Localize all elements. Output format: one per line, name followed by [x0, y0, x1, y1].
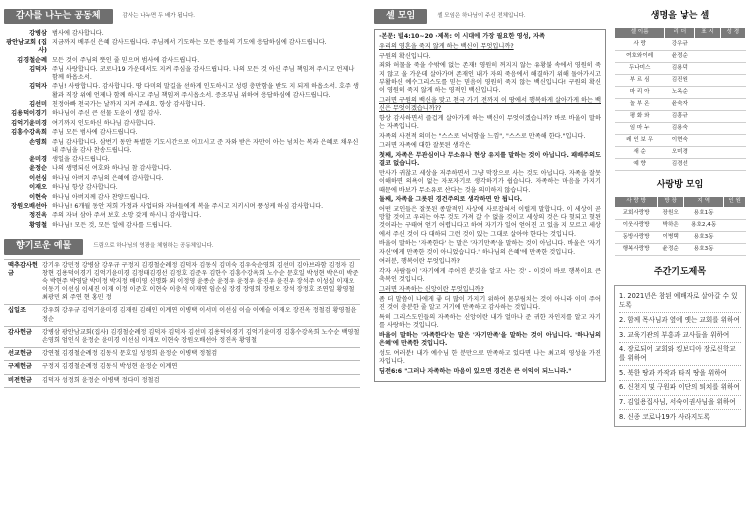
life-cell: 김진원: [665, 75, 695, 87]
love-cell: 행복사랑방: [615, 244, 658, 256]
life-cell: [695, 51, 720, 63]
sermon-paragraph: 특히 그리스도인들의 자족하는 신앙이란 내가 얼마나 준 귀한 자인지를 알고 자기를 사랑하는 것입니다.: [379, 313, 601, 330]
thanks-text: 여기까지 인도하신 하나님 감사합니다.: [52, 119, 156, 127]
life-cell: 마 리 아: [615, 87, 665, 99]
sermon-paragraph: 둘째, 자족을 그릇된 경건주의로 생각하면 안 됩니다.: [379, 196, 523, 204]
sermon-paragraph: 죄와 허물을 죽을 수밖에 없는 존재! 영원히 꺼지지 않는 유황불 속에서 영원히 죽지 않고 울 가운데 살아가며 존재인 내가 자의 죽음에서 해결하기 위해 돌아가시고 부활하신 예수그리스도를 믿는 믿음이 영원히 죽지 않는 백신입니다! 구원의 확신이 영원히 죽지 않게 하는 영적인 백신입니다.: [379, 62, 601, 94]
life-cell: 김용숙: [665, 123, 695, 135]
thanks-text: 주님 감사합니다. 삼번기 동안 특별한 기도시간으로 이끄시고 준 자와 받은 자만이 아는 넘치는 복과 은혜로 채우신 내 주님을 감사 찬송드립니다.: [52, 138, 359, 154]
right-column: [614, 8, 746, 526]
thanks-name: 이현숙: [29, 193, 47, 201]
life-cell: 부 르 심: [615, 75, 665, 87]
offering-label: 비전헌금: [8, 376, 32, 384]
life-cell: 평 화 와: [615, 111, 665, 123]
life-cell: 레 인 보 우: [615, 135, 665, 147]
thanks-entry: [4, 212, 360, 221]
love-room-table: [614, 196, 746, 256]
life-cell: [720, 158, 745, 170]
thanks-name: 장원오배선아: [11, 202, 47, 210]
thanks-text: 하나님 아버지께 감사 찬양드립니다.: [52, 193, 150, 201]
life-cell: 임 마 누: [615, 123, 665, 135]
thanks-entry: [4, 165, 360, 174]
sermon-paragraph: 성도 여러분! 내가 예수님 한 분만으로 만족하고 있다면 나는 최고의 영성을 가진 자입니다.: [379, 349, 601, 366]
thanks-text: 하나님이 주신 큰 선물 도윤이 생일 감사.: [52, 110, 162, 118]
love-cell: 동방사랑방: [615, 232, 658, 244]
offering-row: [4, 304, 360, 325]
thanks-name: 이재오: [29, 184, 47, 192]
love-room-title: 사랑방 모임: [656, 179, 704, 190]
life-cell: 두나미스: [615, 63, 665, 75]
sermon-paragraph: 바울이 말하는 '자족한다'는 말은 '자기만족'을 말하는 것이 아닙니다. '하나님의 은혜'에 만족한 것입니다.: [379, 331, 601, 348]
offering-label: 십일조: [8, 307, 26, 315]
life-cell-row: [615, 75, 746, 87]
offering-label: 선교헌금: [8, 350, 32, 358]
sermon-paragraph: 각자 사람들이 '자기에게 주어진 분깃을 알고 사는 것' - 이것이 바로 행복이요 큰 축복인 것입니다.: [379, 268, 601, 284]
thanks-name: 이선심: [29, 174, 47, 182]
life-cell: [720, 39, 745, 51]
thanks-text: 주의 자녀 삼아 주셔 보호 소망 갖게 하시니 감사합니다.: [52, 212, 202, 220]
love-cell: [724, 244, 746, 256]
sermon-paragraph: 그러면 자족에 대한 잘못된 생각은: [379, 142, 471, 150]
love-cell: 용호3동: [684, 244, 724, 256]
sermon-paragraph: 여러분, 행복이란 무엇입니까?: [379, 258, 460, 266]
thanks-name: 김덕자: [29, 83, 47, 91]
sermon-text-box: [374, 29, 606, 382]
thanks-entry: [4, 174, 360, 183]
thanks-name: 정진옥: [29, 212, 47, 220]
life-cell: 놀 부 온: [615, 99, 665, 111]
thanks-text: 생일을 감사드립니다.: [52, 156, 110, 164]
thanks-text: 모든 것이 주님의 뜻인 줄 믿으며 범사에 감사드립니다.: [52, 56, 200, 64]
thanks-name: 김흥수강옥희: [11, 129, 47, 137]
love-column-header: 인 원: [724, 196, 746, 207]
life-cell: [695, 111, 720, 123]
life-cell-row: [615, 99, 746, 111]
thanks-entry: [4, 38, 360, 56]
prayer-item: 5. 북한 땅과 카작과 타직 땅을 위하여: [619, 366, 741, 381]
thanks-entry: [4, 193, 360, 202]
thanks-entry: [4, 29, 360, 38]
prayer-item: 1. 2021년은 참된 예배자로 살아갈 수 있도록: [619, 290, 741, 313]
thanks-entry: [4, 156, 360, 165]
life-cell: [695, 87, 720, 99]
sermon-paragraph: 그러면 구원의 백신을 맞고 천국 가기 전까지 이 땅에서 행복하게 살아가게 하는 백신은 무엇이겠습니까??: [379, 96, 601, 112]
offering-names: 김덕자 성정희 윤정순 이병택 정다미 정철검: [42, 376, 160, 384]
offering-label: 맥추감사헌금: [8, 261, 38, 277]
thanks-subtitle: 감사는 나누면 두 배가 됩니다.: [122, 12, 196, 19]
thanks-title: 감사를 나누는 공동체: [4, 9, 113, 25]
life-cell: 사 랑: [615, 39, 665, 51]
life-cell: [720, 111, 745, 123]
love-cell: 용호2,4동: [684, 220, 724, 232]
cell-header: [374, 8, 606, 25]
prayer-item: 2. 함께 목사님과 옆에 옛는 교회를 위하여: [619, 313, 741, 328]
thanks-name: 광안남교회 (집사): [6, 38, 47, 55]
thanks-text: 나의 생명되신 여호와 하나님 참 감사합니다.: [52, 165, 172, 173]
thanks-entry: [4, 100, 360, 109]
thanks-header: [4, 8, 360, 25]
love-cell: 용호1동: [684, 208, 724, 220]
thanks-entry: [4, 56, 360, 65]
love-room-row: [615, 208, 746, 220]
sermon-paragraph: 바울이 말하는 '자족한다' 는 말은 '자기만족'을 말하는 것이 아닙니다. 바울은 '자기 자신'에게 만족한 것이 아니었습니다.' 하나님의 은혜'에 만족한 것입니다.: [379, 240, 601, 256]
thanks-entry: [4, 65, 360, 83]
thanks-entry: [4, 138, 360, 156]
life-cell: 이현숙: [665, 135, 695, 147]
life-cell: 새 순: [615, 146, 665, 158]
thanks-entry: [4, 119, 360, 128]
life-cell: 오미경: [665, 146, 695, 158]
love-cell: [724, 232, 746, 244]
life-cell: [695, 158, 720, 170]
life-column-header: 성 경: [720, 27, 745, 38]
offering-header: [4, 239, 360, 256]
offering-list: [4, 259, 360, 388]
thanks-text: 하나님 아버지 주님의 은혜에 감사합니다.: [52, 174, 164, 182]
love-cell: 이웃사랑방: [615, 220, 658, 232]
thanks-entry: [4, 83, 360, 101]
offering-names: 강연철 김경철순례정 김동식 문호일 성정희 윤정순 이병택 정철검: [42, 350, 218, 358]
life-cell: [720, 75, 745, 87]
thanks-text: 주님 사랑합니다. 코로나19 가운데서도 지켜 주심을 감사드립니다. 나의 모든 것 아신 주님 책임져 주시고 언제나 함께 하옵소서.: [52, 65, 355, 82]
love-cell: 윤정순: [658, 244, 684, 256]
thanks-entry: [4, 221, 360, 230]
life-cell: [720, 135, 745, 147]
life-cell-row: [615, 146, 746, 158]
prayer-item: 6. 신천지 및 구원파 이단의 퇴치를 위하여: [619, 381, 741, 396]
left-column: [4, 8, 360, 526]
thanks-text: 하나님! 6개월 동안 저희 가정과 사업터와 자녀들에게 복을 주시고 지키시며 풍성케 하심 감사합니다.: [52, 202, 324, 210]
offering-label: 구제헌금: [8, 363, 32, 371]
love-cell: [724, 208, 746, 220]
life-cell: [695, 99, 720, 111]
offering-row: [4, 374, 360, 388]
life-column-header: 리 더: [665, 27, 695, 38]
love-cell: 교회사랑방: [615, 208, 658, 220]
life-cell: 강우규: [665, 39, 695, 51]
love-cell: [724, 220, 746, 232]
life-cell-row: [615, 63, 746, 75]
life-cell: [720, 87, 745, 99]
sermon-paragraph: 우리의 영혼을 죽지 않게 하는 백신이 무엇입니까?: [379, 42, 514, 50]
thanks-entry: [4, 184, 360, 193]
thanks-list: [4, 29, 360, 231]
life-cell: 윤정순: [665, 51, 695, 63]
love-column-header: 사 랑 방: [615, 196, 658, 207]
thanks-entry: [4, 202, 360, 211]
life-cell-header-row: [615, 27, 746, 38]
love-room-row: [615, 232, 746, 244]
life-cell-row: [615, 111, 746, 123]
love-cell: 용호3동: [684, 232, 724, 244]
life-column-header: 표 시: [695, 27, 720, 38]
thanks-text: 지금까지 베푸신 은혜 감사드립니다. 주님께서 기도하는 모든 종들의 기도에 응답하심에 감사드립니다.: [52, 38, 327, 46]
thanks-name: 손영희: [29, 138, 47, 146]
thanks-name: 강병삼: [29, 29, 47, 37]
cell-subtitle: 셀 모임은 하나님이 주신 전체입니다.: [437, 12, 526, 19]
life-cell: [695, 135, 720, 147]
life-cell-row: [615, 158, 746, 170]
thanks-text: 친정아빠 천국가는 날까지 지켜 주세요. 항상 감사합니다.: [52, 101, 206, 109]
thanks-text: 하나님! 모든 것, 모든 일에 감사를 드립니다.: [52, 221, 172, 229]
life-cell-row: [615, 123, 746, 135]
love-cell: 장원오: [658, 208, 684, 220]
life-cell: 여호와이레: [615, 51, 665, 63]
life-cell-title: 생명을 낳는 셀: [650, 11, 710, 21]
thanks-text: 주님 모든 범사에 감사드립니다.: [52, 129, 138, 137]
prayer-item: 7. 김일용집사님, 서숙이권사님을 위하여: [619, 396, 741, 411]
thanks-name: 황영철: [29, 221, 47, 229]
offering-names: 구정지 김경철순례정 김동식 박성현 윤정순 이계연: [42, 363, 178, 371]
life-cell: 예 향: [615, 158, 665, 170]
life-cell: [720, 123, 745, 135]
life-cell: [695, 146, 720, 158]
offering-row: [4, 347, 360, 360]
prayer-item: 4. 장로되어 교회와 킹보디아 장로신학교를 위하여: [619, 343, 741, 366]
life-cell-row: [615, 87, 746, 99]
thanks-text: 하나님 항상 감사합니다.: [52, 184, 118, 192]
offering-names: 강병삼 광안남교회(집사) 김경철순례정 김덕자 김덕자 김선미 김용덕이경기 김억기윤미경 김흥수강옥희 노수순 백영철 손영희 엄인식 윤정순 윤미경 이선심 이재오 이현숙 장원오배선아 정진옥 황영철: [42, 328, 360, 344]
life-cell: [720, 146, 745, 158]
sermon-paragraph: ·본문: 빌4:10~20 ·제목: 이 시대에 가장 필요한 영성, 자족: [379, 33, 546, 40]
offering-row: [4, 326, 360, 347]
sermon-paragraph: 자족의 사전적 의미는 "스스로 넉넉함을 느낌", "스스로 만족해 한다."입니다.: [379, 132, 586, 140]
offering-names: 강기우 강민정 강병삼 강우규 구정지 김경철순례정 김덕자 김동식 김미숙 김우숙순영희 김선미 김아브라함 김정자 김창현 김용덕이경기 김억기윤미경 김정태김경선 김정호 김준우 김한수 김흥수강옥희 노수순 문호일 박성현 박은미 박준숙 박현주 박영달 박미정 박지정 배미영 신명화 외 이정영 윤종순 윤정우 윤정우 윤진우 윤진우 장석주 이성실 이재오 이동기 이선심 이세진 이재 이정 이준호 이현숙 이충석 이재연 임순심 장경 장영희 장원오 장석 장정호 조연일 황영철 최광민 외 주연 현 홍민 정: [42, 261, 359, 302]
thanks-entry: [4, 129, 360, 138]
thanks-name: 윤미경: [29, 156, 47, 164]
life-cell: 김경선: [665, 158, 695, 170]
life-cell-row: [615, 135, 746, 147]
life-cell: [695, 75, 720, 87]
prayer-title: 주간기도제목: [653, 267, 707, 278]
life-cell: [720, 63, 745, 75]
sermon-paragraph: 첫째, 자족은 무관심이나 무소유나 현상 유지를 말하는 것이 아닙니다. 패배주의도 결코 없습니다.: [379, 152, 601, 168]
life-cell-table: [614, 27, 746, 171]
offering-subtitle: 드림으로 하나님의 영광을 체험하는 공동체입니다.: [93, 243, 214, 250]
cell-title: 셀 모임: [374, 9, 427, 25]
sermon-paragraph: 좀 더 말씀이 나에게 좋 더 많이 가지기 위하여 몸부림치는 것이 아니라 이미 주어진 것이 충분한 줄 알고 거기에 만족하고 감사하는 것입니다.: [379, 295, 601, 312]
love-column-header: 지 역: [684, 196, 724, 207]
life-cell: 김흥규: [665, 111, 695, 123]
thanks-name: 김억기윤미경: [11, 119, 47, 127]
offering-names: 강우희 강우규 김억기윤미경 김재원 김해인 이계연 이병택 이서미 이선심 이슬 이예슬 이재오 장진옥 정철검 황영철윤정순: [42, 307, 357, 323]
love-room-row: [615, 244, 746, 256]
love-cell: 박하은: [658, 220, 684, 232]
thanks-name: 김용덕이경기: [11, 110, 47, 118]
sermon-paragraph: 딤전6:6 "그러나 자족하는 마음이 있으면 경건은 큰 이익이 되느니라.": [379, 367, 572, 375]
love-room-header-row: [615, 196, 746, 207]
sermon-paragraph: 어떤 교인들은 잘못된 종말적인 사상에 사로잡혀서 이럴게 말합니다. 이 세상이 곧 망할 것이고 우리는 아무 것도 가져 갈 수 없을 것이고 세상의 것은 다 헛되고 헛된 것이라는 구태여 얻기 어렵니다고 하여 자기가 일어 얻어진 고 있을 지 모르고 세상에서 주신 것이 다 대하되 그런 것이 있는 그대로 살아야 한다는 것입니다.: [379, 206, 601, 238]
middle-column: [374, 8, 606, 526]
prayer-list: [614, 285, 746, 427]
life-cell-row: [615, 39, 746, 51]
life-cell: [695, 63, 720, 75]
thanks-name: 김덕자: [29, 65, 47, 73]
life-column-header: 셀 이름: [615, 27, 665, 38]
prayer-item: 8. 신종 코로나19가 사라지도록: [619, 412, 711, 421]
offering-label: 감사헌금: [8, 328, 32, 336]
sermon-paragraph: 구원의 확신입니다.: [379, 52, 431, 60]
thanks-text: 범사에 감사합니다.: [52, 29, 104, 37]
sermon-paragraph: 그러면 자족하는 신앙이란 무엇입니까?: [379, 286, 484, 294]
life-cell: 김용덕: [665, 63, 695, 75]
thanks-name: 김선미: [29, 101, 47, 109]
offering-title: 향기로운 예물: [4, 239, 83, 255]
love-room-row: [615, 220, 746, 232]
life-cell: 윤숙자: [665, 99, 695, 111]
life-cell: [695, 123, 720, 135]
thanks-text: 주님! 사랑합니다. 감사합니다. 땅 다미의 말길을 선하게 인도하시고 성령 충만함을 받도 지 되게 하옵소서. 호주 생활과 직장 위에 언제나 함께 하시고 주님 책임져 주시옵소서. 증조부님 위하여 응답하심에 감사드립니다.: [52, 83, 359, 99]
sermon-paragraph: 항상 감사하면서 즐겁게 살아가게 하는 백신이 무엇이겠습니까? 바로 바울이 말하는 자족입니다.: [379, 114, 601, 130]
love-column-header: 방 장: [658, 196, 684, 207]
life-cell: [720, 99, 745, 111]
thanks-name: 김경철순례: [17, 56, 47, 64]
thanks-name: 윤정순: [29, 165, 47, 173]
sermon-paragraph: 만사가 귀찮고 세상을 저주하면서 그냥 막장으로 사는 것도 아닙니다. 자족을 잘못 이해하면 의욕이 없는 자포자기로 생각하기가 쉽습니다. 자족하는 마음을 가지기 때문에 바보가 무소유로 산다는 것을 의미하지 않습니다.: [379, 170, 601, 194]
offering-row: [4, 259, 360, 305]
thanks-entry: [4, 110, 360, 119]
prayer-item: 3. 교육기관의 부흥과 교사들을 위하여: [619, 328, 741, 343]
life-cell: 노옥순: [665, 87, 695, 99]
life-cell: [695, 39, 720, 51]
offering-row: [4, 360, 360, 373]
love-cell: 이병택: [658, 232, 684, 244]
life-cell-row: [615, 51, 746, 63]
life-cell: [720, 51, 745, 63]
